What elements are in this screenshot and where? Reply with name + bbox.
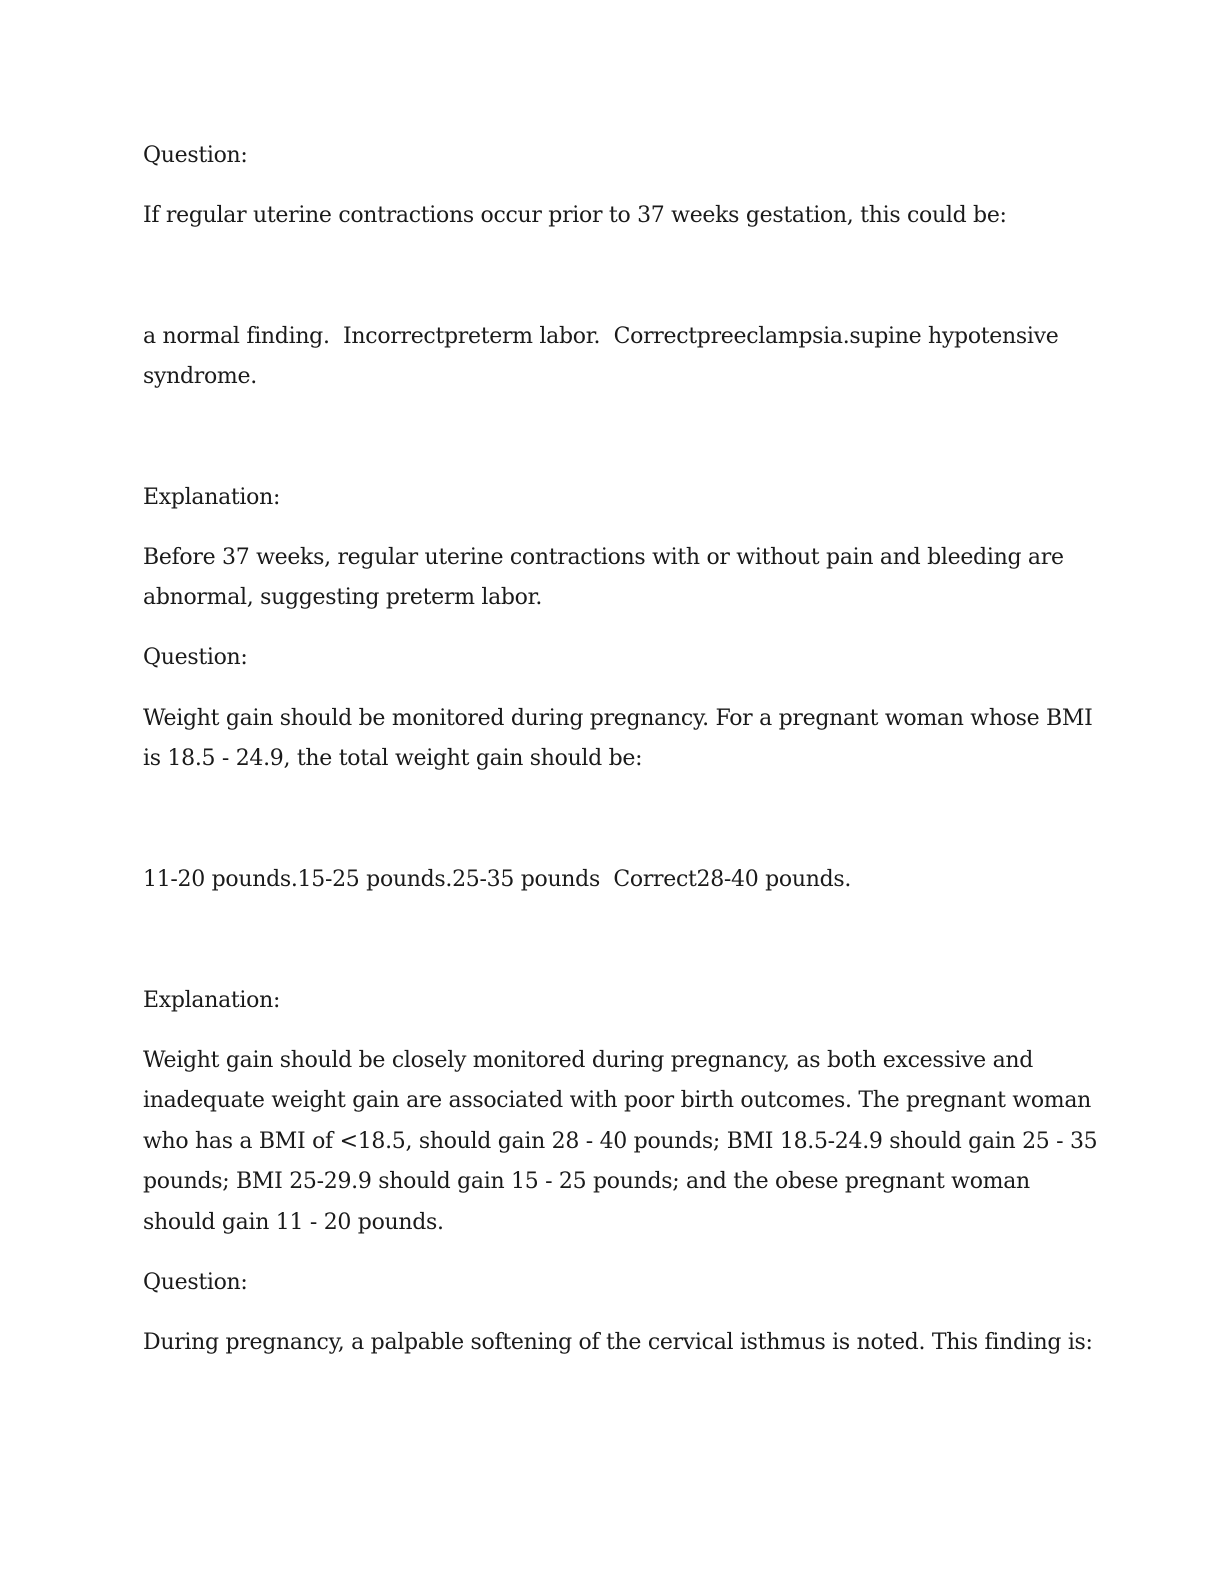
explanation-text-2-line-4: pounds; BMI 25-29.9 should gain 15 - 25 pounds; and the obese pregnant woman <box>143 1169 1030 1195</box>
answer-options-1-line-1: a normal finding. Incorrectpreterm labor. Correctpreeclampsia.supine hypotensive <box>143 324 1059 349</box>
explanation-text-1 <box>143 538 1073 619</box>
explanation-label-2: Explanation: <box>143 988 281 1013</box>
question-text-2-line-1: Weight gain should be monitored during pregnancy. For a pregnant woman whose BMI <box>143 706 1093 731</box>
explanation-text-2-line-1: Weight gain should be closely monitored during pregnancy, as both excessive and <box>143 1048 1034 1073</box>
question-label-2: Question: <box>143 645 248 670</box>
answer-options-1 <box>143 317 1073 398</box>
question-label-1: Question: <box>143 143 248 168</box>
explanation-text-1-line-1: Before 37 weeks, regular uterine contractions with or without pain and bleeding are <box>143 545 1064 570</box>
answer-options-2: 11-20 pounds.15-25 pounds.25-35 pounds Correct28-40 pounds. <box>143 867 852 892</box>
question-text-2 <box>143 699 1093 780</box>
question-text-2-line-2: is 18.5 - 24.9, the total weight gain should be: <box>143 746 643 772</box>
question-label-3: Question: <box>143 1270 248 1295</box>
question-text-1: If regular uterine contractions occur prior to 37 weeks gestation, this could be: <box>143 203 1007 228</box>
explanation-text-2-line-5: should gain 11 - 20 pounds. <box>143 1209 444 1235</box>
question-text-3: During pregnancy, a palpable softening of the cervical isthmus is noted. This finding is: <box>143 1330 1093 1355</box>
explanation-text-2-line-3: who has a BMI of <18.5, should gain 28 - 40 pounds; BMI 18.5-24.9 should gain 25 - 35 <box>143 1128 1098 1154</box>
answer-options-1-line-2: syndrome. <box>143 364 257 390</box>
explanation-text-2-line-2: inadequate weight gain are associated with poor birth outcomes. The pregnant woman <box>143 1088 1092 1114</box>
explanation-text-2 <box>143 1041 1098 1243</box>
explanation-label-1: Explanation: <box>143 485 281 510</box>
explanation-text-1-line-2: abnormal, suggesting preterm labor. <box>143 585 543 611</box>
